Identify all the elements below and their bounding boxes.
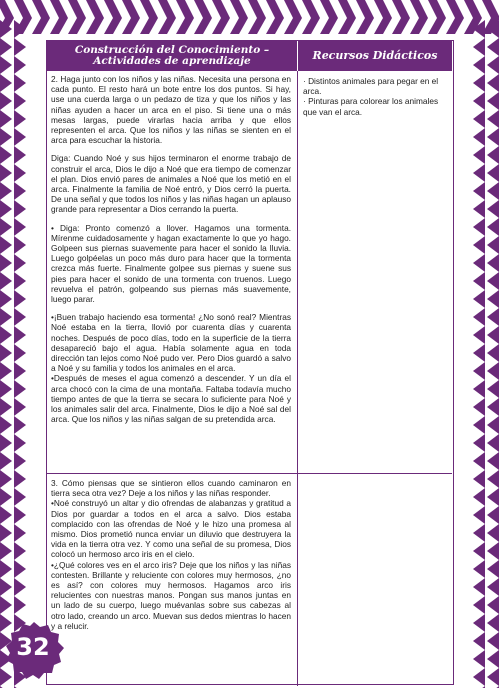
resource-item: · Pinturas para colorear los animales que van el arca. (303, 96, 439, 117)
column-divider (297, 71, 298, 686)
top-zigzag-border (0, 0, 499, 36)
activity-paragraph: •¡Buen trabajo haciendo esa tormenta! ¿No sonó real? Mientras Noé estaba en la tierra, llovió por cuarenta días y cuarenta noches. Después de poco días, todo en la superficie de la tierra desapareció bajo el agua. Había solamente agua en toda dirección tan lejos como Noé pudo ver. Pero Dios guardó a salvo a Noé y su familia y todos los animales en el arca. (51, 312, 291, 374)
activities-cell-1 (51, 74, 291, 433)
activity-paragraph: •Noé construyó un altar y dio ofrendas de alabanzas y gratitud a Dios por guardar a todos en el arca a salvo. Dios estaba complacido con las ofrendas de Noé y le hizo una promesa al mismo. Dios prometió nunca enviar un diluvio que destruyera la vida en la tierra otra vez. Y como una señal de su promesa, Dios colocó un hermoso arco iris en el cielo. (51, 498, 291, 560)
header-activities (47, 41, 297, 71)
left-zigzag-border (0, 0, 36, 688)
activity-paragraph: •¿Qué colores ves en el arco iris? Deje que los niños y las niñas contesten. Brillante y reluciente con colores muy hermosos, ¿no es así? con colores muy hermosos. Hagamos arco iris relucientes con nuestras manos. Pongan sus manos juntas en un lado de su cuerpo, luego muévanlas sobre sus cabezas al otro lado, creando un arco. Muevan sus dedos mientras lo hacen y a relucir. (51, 559, 291, 631)
activity-paragraph: Diga: Cuando Noé y sus hijos terminaron el enorme trabajo de construir el arca, Dios le dijo a Noé que era tiempo de comenzar el plan. Dios envió pares de animales a Noé que los metió en el arca. Finalmente la familia de Noé entró, y Dios cerró la puerta. De una señal y que todos los niños y las niñas hagan un aplauso grande para representar a Dios cerrando la puerta. (51, 153, 291, 215)
activity-paragraph: •Después de meses el agua comenzó a descender. Y un día el arca chocó con la cima de una montaña. Faltaba todavía mucho tiempo antes de que la tierra se secara lo suficiente para Noé y los animales salir del arca. Finalmente, Dios le dijo a Noé sal del arca. Que los niños y las niñas salgan de su pretendida arca. (51, 373, 291, 425)
header-activities-line2: Actividades de aprendizaje (93, 55, 251, 67)
resource-item: · Distintos animales para pegar en el arca. (303, 76, 439, 97)
activities-cell-2 (51, 478, 291, 631)
right-zigzag-border (463, 0, 499, 688)
activity-paragraph: • Diga: Pronto comenzó a llover. Hagamos una tormenta. Mírenme cuidadosamente y hagan exactamente lo que yo hago. Golpeen sus piernas suavemente para hacer el sonido la lluvia. Luego golpéelas un poco más duro para hacer que la tormenta crezca más fuerte. Finalmente golpee sus piernas y suene sus pies para hacer el sonido de una tormenta con truenos. Luego revuelva el patrón, golpeando sus piernas más suavemente, luego parar. (51, 222, 291, 305)
page-number: 32 (16, 633, 50, 661)
lesson-table (46, 40, 454, 685)
resources-cell (303, 76, 448, 117)
activity-paragraph: 2. Haga junto con los niños y las niñas. Necesita una persona en cada punto. El resto hará un bote entre los dos puntos. Si hay, use una cuerda larga o un pedazo de tiza y que los niños y las niñas ayuden a hacer un arca en el piso. Si tiene una o más mesas largas, puede virarlas hacia arriba y que ellos representen el arca. Que los niños y las niñas se sienten en el arca para escuchar la historia. (51, 74, 291, 146)
activity-paragraph: 3. Cómo piensas que se sintieron ellos cuando caminaron en tierra seca otra vez? Deje a los niños y las niñas responder. (51, 478, 291, 499)
row-divider (47, 473, 452, 474)
header-activities-line1: Construcción del Conocimiento – (74, 44, 270, 56)
header-resources: Recursos Didácticos (297, 41, 452, 71)
